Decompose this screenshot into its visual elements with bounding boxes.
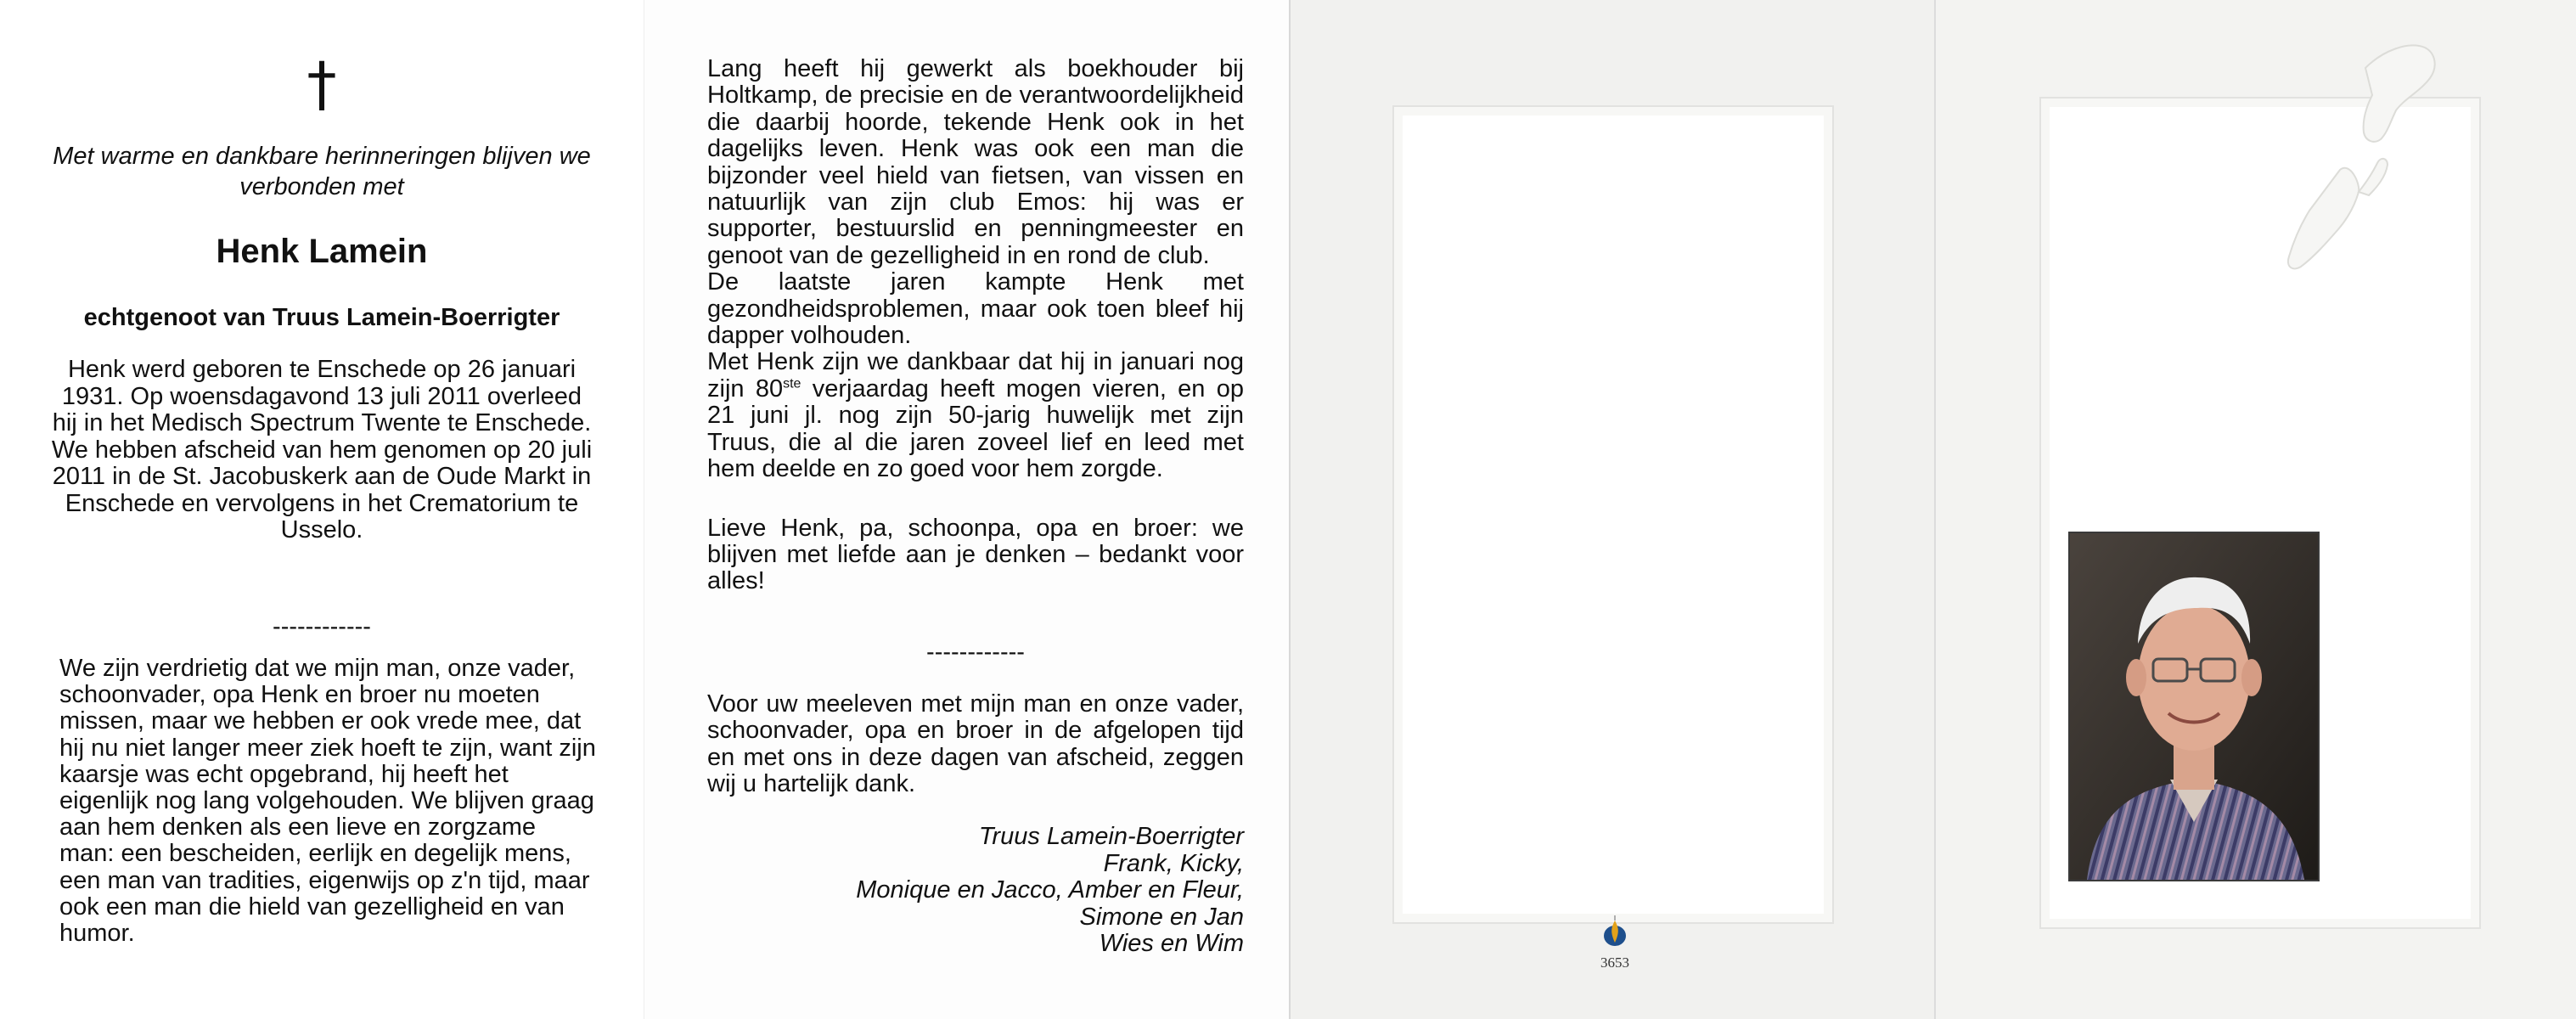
reaching-hands-embossing xyxy=(2238,17,2459,306)
printer-logo-icon xyxy=(1596,915,1634,949)
family-signoff xyxy=(856,824,1244,958)
print-code: 3653 xyxy=(1600,954,1629,971)
signoff-line: Monique en Jacco, Amber en Fleur, xyxy=(856,876,1244,904)
card-panel-front xyxy=(0,0,644,1019)
signoff-line: Frank, Kicky, xyxy=(1103,849,1244,877)
signoff-line: Wies en Wim xyxy=(1099,930,1244,957)
thanks-text: Voor uw meeleven met mijn man en onze vader, schoonvader, opa en broer in de afgelopen tijd en met ons in deze dagen van afscheid, zeggen wij u hartelijk dank. xyxy=(707,690,1244,798)
life-story xyxy=(707,56,1244,595)
card-panel-text xyxy=(644,0,1290,1019)
tribute-text: We zijn verdrietig dat we mijn man, onze vader, schoonvader, opa Henk en broer nu moeten missen, maar we hebben er ook vrede mee, dat hij nu niet langer meer ziek hoeft te zijn, want zijn kaarsje was echt opgebrand, hij heeft het eigenlijk nog lang volgehouden. We blijven graag aan hem denken als een lieve en zorgzame man: een bescheiden, eerlijk en degelijk mens, een man van tradities, eigenwijs op z'n tijd, maar ook een man die hield van gezelligheid en van humor. xyxy=(59,655,596,948)
life-story-celebrations-a: Met Henk zijn we dankbaar dat hij in januari nog zijn 80 xyxy=(707,348,1244,403)
life-facts: Henk werd geboren te Enschede op 26 januari 1931. Op woensdagavond 13 juli 2011 overleed hij in het Medisch Spectrum Twente te Enschede. We hebben afscheid van hem genomen op 20 juli 2011 in de St. Jacobuskerk aan de Oude Markt in Enschede en vervolgens in het Crematorium te Usselo. xyxy=(51,356,593,543)
card-panel-inner-right xyxy=(1934,0,2576,1019)
cross-icon: † xyxy=(307,49,337,119)
signoff-line: Truus Lamein-Boerrigter xyxy=(978,823,1244,850)
intro-text: Met warme en dankbare herinneringen blijven we verbonden met xyxy=(53,143,591,200)
spouse-line: echtgenoot van Truus Lamein-Boerrigter xyxy=(83,304,560,331)
life-story-work: Lang heeft hij gewerkt als boekhouder bij Holtkamp, de precisie en de verantwoordelijkheid die daarbij hoorde, tekende Henk ook in het dagelijks leven. Henk was ook een man die bijzonder veel hield van fietsen, van vissen en natuurlijk van zijn club Emos: hij was er supporter, bestuurslid en penningmeester en genoot van de gezelligheid in en rond de club. xyxy=(707,55,1244,269)
separator: ------------ xyxy=(273,613,371,640)
ordinal-suffix: ste xyxy=(783,376,801,391)
signoff-line: Simone en Jan xyxy=(1079,903,1244,931)
life-story-health: De laatste jaren kampte Henk met gezondheidsproblemen, maar ook toen bleef hij dapper volhouden. xyxy=(707,268,1244,350)
card-panel-inner-left xyxy=(1289,0,1936,1019)
life-story-celebrations-b: verjaardag heeft mogen vieren, en op 21 juni jl. nog zijn 50-jarig huwelijk met zijn Truus, die al die jaren zoveel lief en leed met hem deelde en zo goed voor hem zorgde. xyxy=(707,374,1244,483)
portrait-photo xyxy=(2068,532,2320,881)
farewell-text: Lieve Henk, pa, schoonpa, opa en broer: we blijven met liefde aan je denken – bedankt voor alles! xyxy=(707,514,1244,595)
deceased-name: Henk Lamein xyxy=(216,233,428,270)
life-story-celebrations xyxy=(707,349,1244,482)
separator-2: ------------ xyxy=(926,639,1025,666)
inner-frame xyxy=(1392,105,1834,924)
